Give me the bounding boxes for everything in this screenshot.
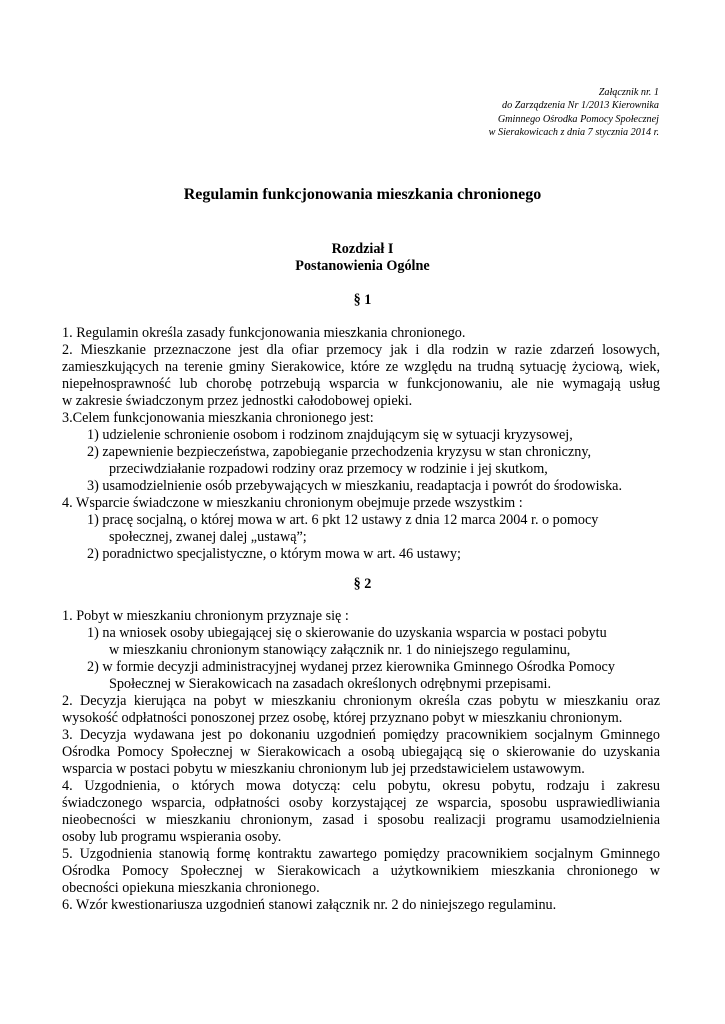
text-line: niepełnosprawność lub chorobę potrzebują wsparcia w funkcjonowaniu, ale nie wymagają usług — [62, 376, 660, 392]
annex-line: do Zarządzenia Nr 1/2013 Kierownika — [502, 100, 659, 112]
chapter-number: Rozdział I — [331, 241, 394, 257]
list-item: 3) usamodzielnienie osób przebywających w mieszkaniu, readaptacja i powrót do środowiska. — [87, 478, 623, 494]
list-item: 2) zapewnienie bezpieczeństwa, zapobieganie przechodzenia kryzysu w stan chroniczny, — [87, 444, 592, 460]
text-line: 3. Decyzja wydawana jest po dokonaniu uzgodnień pomiędzy pracownikiem socjalnym Gminnego — [62, 727, 660, 743]
document-title: Regulamin funkcjonowania mieszkania chronionego — [183, 186, 542, 203]
list-item: 1) udzielenie schronienie osobom i rodzinom znajdującym się w sytuacji kryzysowej, — [87, 427, 573, 443]
text-line: wysokość odpłatności ponoszonej przez osobę, której przyznano pobyt w mieszkaniu chronionym. — [62, 710, 623, 726]
text-line: Ośrodka Pomocy Społecznej w Sierakowicach a użytkownikiem mieszkania chronionego w — [62, 863, 660, 879]
text-line: świadczonego wsparcia, odpłatności osoby korzystającej ze wsparcia, sposobu usprawiedliwiania — [62, 795, 660, 811]
text-line: wsparcia w postaci pobytu w mieszkaniu chronionym lub jej przedstawicielem ustawowym. — [62, 761, 585, 777]
text-line: Ośrodka Pomocy Społecznej w Sierakowicach a osobą ubiegającą się o skierowanie do uzyskania — [62, 744, 660, 760]
text-line: 2. Mieszkanie przeznaczone jest dla ofiar przemocy jak i dla rodzin w razie zdarzeń losowych, — [62, 342, 660, 358]
list-item: 2) poradnictwo specjalistyczne, o którym mowa w art. 46 ustawy; — [87, 546, 461, 562]
text-line: 1. Regulamin określa zasady funkcjonowania mieszkania chronionego. — [62, 325, 466, 341]
list-item-continuation: społecznej, zwanej dalej „ustawą”; — [109, 529, 307, 545]
annex-note — [489, 86, 659, 140]
chapter-name: Postanowienia Ogólne — [295, 258, 430, 274]
list-item: 2) w formie decyzji administracyjnej wydanej przez kierownika Gminnego Ośrodka Pomocy — [87, 659, 615, 675]
annex-line: Załącznik nr. 1 — [598, 87, 659, 98]
text-line: 6. Wzór kwestionariusza uzgodnień stanowi załącznik nr. 2 do niniejszego regulaminu. — [62, 897, 557, 913]
text-line: zamieszkujących na terenie gminy Sierakowice, które ze względu na trudną sytuację życiową, wiek, — [62, 359, 660, 375]
section-2-body — [62, 608, 660, 914]
list-item: 1) pracę socjalną, o której mowa w art. 6 pkt 12 ustawy z dnia 12 marca 2004 r. o pomocy — [87, 512, 599, 528]
list-item-continuation: w mieszkaniu chronionym stanowiący załącznik nr. 1 do niniejszego regulaminu, — [109, 642, 571, 658]
list-item: 1) na wniosek osoby ubiegającej się o skierowanie do uzyskania wsparcia w postaci pobytu — [87, 625, 607, 641]
section-1-body — [62, 325, 660, 563]
list-item-continuation: Społecznej w Sierakowicach na zasadach określonych odrębnymi przepisami. — [109, 676, 552, 692]
text-line: 4. Uzgodnienia, o których mowa dotyczą: celu pobytu, okresu pobytu, rodzaju i zakresu — [62, 778, 660, 794]
annex-line: Gminnego Ośrodka Pomocy Społecznej — [497, 113, 659, 125]
text-line: 3.Celem funkcjonowania mieszkania chronionego jest: — [62, 410, 374, 426]
section-1-heading: § 1 — [353, 292, 372, 308]
text-line: w zakresie świadczonym przez jednostki całodobowej opieki. — [62, 393, 413, 409]
text-line: 2. Decyzja kierująca na pobyt w mieszkaniu chronionym określa czas pobytu w mieszkaniu oraz — [62, 693, 660, 709]
text-line: obecności opiekuna mieszkania chronionego. — [62, 880, 320, 896]
annex-line: w Sierakowicach z dnia 7 stycznia 2014 r. — [488, 127, 659, 139]
chapter-heading — [0, 241, 725, 275]
text-line: osoby lub programu wspierania osoby. — [62, 829, 282, 845]
text-line: 5. Uzgodnienia stanowią formę kontraktu zawartego pomiędzy pracownikiem socjalnym Gminnego — [62, 846, 660, 862]
text-line: 4. Wsparcie świadczone w mieszkaniu chronionym obejmuje przede wszystkim : — [62, 495, 523, 511]
list-item-continuation: przeciwdziałanie rozpadowi rodziny oraz przemocy w rodzinie i jej skutkom, — [109, 461, 548, 477]
text-line: nieobecności w mieszkaniu chronionym, zasad i sposobu realizacji programu usamodzielnienia — [62, 812, 660, 828]
section-2-heading: § 2 — [353, 576, 372, 592]
text-line: 1. Pobyt w mieszkaniu chronionym przyznaje się : — [62, 608, 349, 624]
